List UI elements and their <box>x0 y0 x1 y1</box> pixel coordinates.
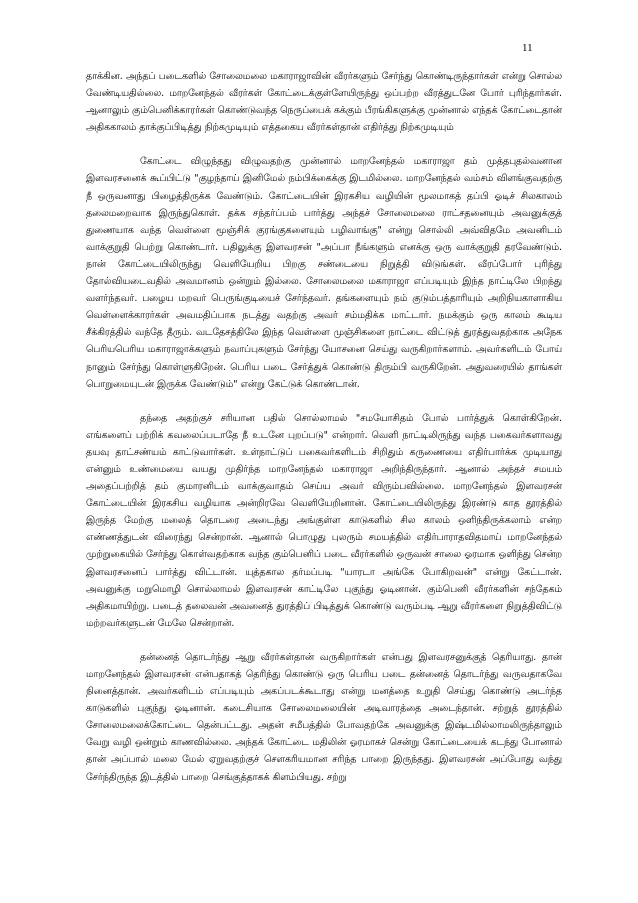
paragraph-3: தந்தை அதற்குச் சரியான பதில் சொல்லாமல் "சமயோசிதம் போல் பார்த்துக் கொள்கிறேன். எங்களைப் பற்றிக் கவலைப்படாதே நீ உடனே புறப்படு" என்றார். வெளி நாட்டிலிருந்து வந்த பகைவர்களாவது தயவு தாட்சண்யம் காட்டுவார்கள். உள்நாட்டுப் பகைவர்களிடம் சிறிதும் கருணையை எதிர்பார்க்க முடியாது என்னும் உண்மையை வயது முதிர்ந்த மாறனேந்தல் மகாராஜா அறிந்திருந்தார். ஆனால் அந்தச் சமயம் அதைப்பற்றித் தம் குமாரனிடம் வாக்குவாதம் செய்ய அவர் விரும்பவில்லை. மாறனேந்தல் இளவரசன் கோட்டையின் இரகசிய வழியாக அன்றிரவே வெளியேறினான். கோட்டையிலிருந்து இரண்டு காத தூரத்தில் இருந்த மேற்கு மலைத் தொடரை அடைந்து அங்குள்ள காடுகளில் சில காலம் ஒளிந்திருக்கலாம் என்ற எண்ணத்துடன் விரைந்து சென்றான். ஆனால் பொழுது புலரும் சமயத்தில் எதிர்பாராதவிதமாய் மாறனேந்தல் முற்றுகையில் சேர்ந்து கொள்வதற்காக வந்த கும்பெனிப் படை வீரர்களில் ஒருவன் சாலை ஓரமாக ஒளிந்து சென்ற இளவரசனைப் பார்த்து விட்டான். யுத்தகால தர்மப்படி "யாரடா அங்கே போகிறவன்" என்று கேட்டான். அவனுக்கு மறுமொழி சொல்லாமல் இளவரசன் காட்டிலே புகுந்து ஓடினான். கும்பெனி வீரர்களின் சந்தேகம் அதிகமாயிற்று. படைத் தலைவன் அவனைத் துரத்திப் பிடித்துக் கொண்டு வரும்படி ஆறு வீரர்களை நிறுத்திவிட்டு மற்றவர்களுடன் மேலே சென்றான். <box>86 412 562 629</box>
paragraph-2: கோட்டை விழுந்தது விழுவதற்கு முன்னால் மாறனேந்தல் மகாராஜா தம் முத்தபுதல்வனான இளவரசனைக் கூப்பிட்டு "குழந்தாய் இனிமேல் நம்பிக்கைக்கு இடமில்லை. மாறனேந்தல் வம்சம் விளங்குவதற்கு நீ ஒருவனாது பிழைத்திருக்க வேண்டும். கோட்டையின் இரகசிய வழியின் மூலமாகத் தப்பி ஓடிச் சிலகாலம் தலைமறைவாக இருந்துகொள். தக்க சந்தர்ப்பம் பார்த்து அந்தச் சோலைமலை ராட்சதனையும் அவனுக்குத் துணையாக வந்த வெள்ளை மூஞ்சிக் குரங்குகளையும் பழிவாங்கு" என்று சொல்லி அவ்விதமே அவனிடம் வாக்குறுதி பெற்று கொண்டார். பதிலுக்கு இளவரசன் "அப்பா நீங்களும் எனக்கு ஒரு வாக்குறுதி தரவேண்டும். நான் கோட்டையிலிருந்து வெளியேறிய பிறகு சண்டையை நிறுத்தி விடுங்கள். வீரப்போர் புரிந்து தோல்வியடைவதில் அவமானம் ஒன்றும் இல்லை. சோலைமலை மகாராஜா எப்படியும் இந்த நாட்டிலே பிறந்து வளர்ந்தவர். பழைய மறவர் பெருங்குடியைச் சேர்ந்தவர். தங்களையும் நம் குடும்பத்தாரியும் அறிநியகாளாகிய வெள்ளைக்காரர்கள் அவமதிப்பாக நடத்து வதற்கு அவர் சம்மதிக்க மாட்டார். நமக்கும் ஒரு காலம் கூடிய சீக்கிரத்தில் வந்தே தீரும். வடதேசத்திலே இந்த வெள்ளை முஞ்சிகளை நாட்டை விட்டுத் துரத்துவதற்காக அநேக பெரியபெரிய மகாராஜாக்களும் நவாப்புகளும் சேர்ந்து யோசனை செய்து வருகிறார்களாம். அவர்களிடம் போய் நானும் சேர்ந்து கொள்ளுகிறேன். பெரிய படை சேர்த்துக் கொண்டு திரும்பி வருகிறேன். அதுவரையில் தாங்கள் பொறுமையுடன் இருக்க வேண்டும்" என்று கேட்டுக் கொண்டான். <box>86 156 562 390</box>
paragraph-4: தன்னைத் தொடர்ந்து ஆறு வீரர்கள்தான் வருகிறார்கள் என்பது இளவரசனுக்குத் தெரியாது. தான் மாறனேந்தல் இளவரசன் என்பதாகத் தெரிந்து கொண்டு ஒரு பெரிய படை தன்னைத் தொடர்ந்து வருவதாகவே நினைத்தான். அவர்களிடம் எப்படியும் அகப்படக்கூடாது என்று மனத்தை உறுதி செய்து கொண்டு அடர்ந்த காடுகளில் புகுந்து ஓடினான். கடைசியாக சோலைமலையின் அடிவாரத்தை அடைந்தான். சற்றுத் தூரத்தில் சோலைமலைக்கோட்டை தென்பட்டது. அதன் சமீபத்தில் போவதற்கே அவனுக்கு இஷ்டமில்லாமலிருந்தாலும் வேறு வழி ஒன்றும் காணவில்லை. அந்தக் கோட்டை மதிலின் ஓரமாகச் சென்று கோட்டையைக் கடந்து போனால் தான் அப்பால் மலை மேல் ஏறுவதற்குச் சௌகரியமான சரிந்த பாறை இருந்தது. இளவரசன் அப்போது வந்து சேர்ந்திருந்த இடத்தில் பாறை செங்குத்தாகக் கிளம்பியது. சற்று <box>86 651 562 783</box>
page-number: 11 <box>522 42 533 54</box>
page-body <box>86 68 562 803</box>
paragraph-1: தாக்கின. அந்தப் படைகளில் சோலைமலை மகாராஜாவின் வீரர்களும் சேர்ந்து கொண்டிருந்தார்கள் என்று சொல்ல வேண்டியதில்லை. மாறனேந்தல் வீரர்கள் கோட்டைக்குள்ளேயிருந்து ஒப்பற்ற வீரத்துடனே போர் புரிந்தார்கள். ஆனாலும் கும்பெனிக்காரர்கள் கொண்டுவந்த நெருப்பைக் கக்கும் பீரங்கிகளுக்கு முன்னால் எந்தக் கோட்டைதான் அதிககாலம் தாக்குப்பிடித்து நிற்கமுடியும் எத்தகைய வீரர்கள்தான் எதிர்த்து நிற்கமுடியும் <box>86 71 562 134</box>
